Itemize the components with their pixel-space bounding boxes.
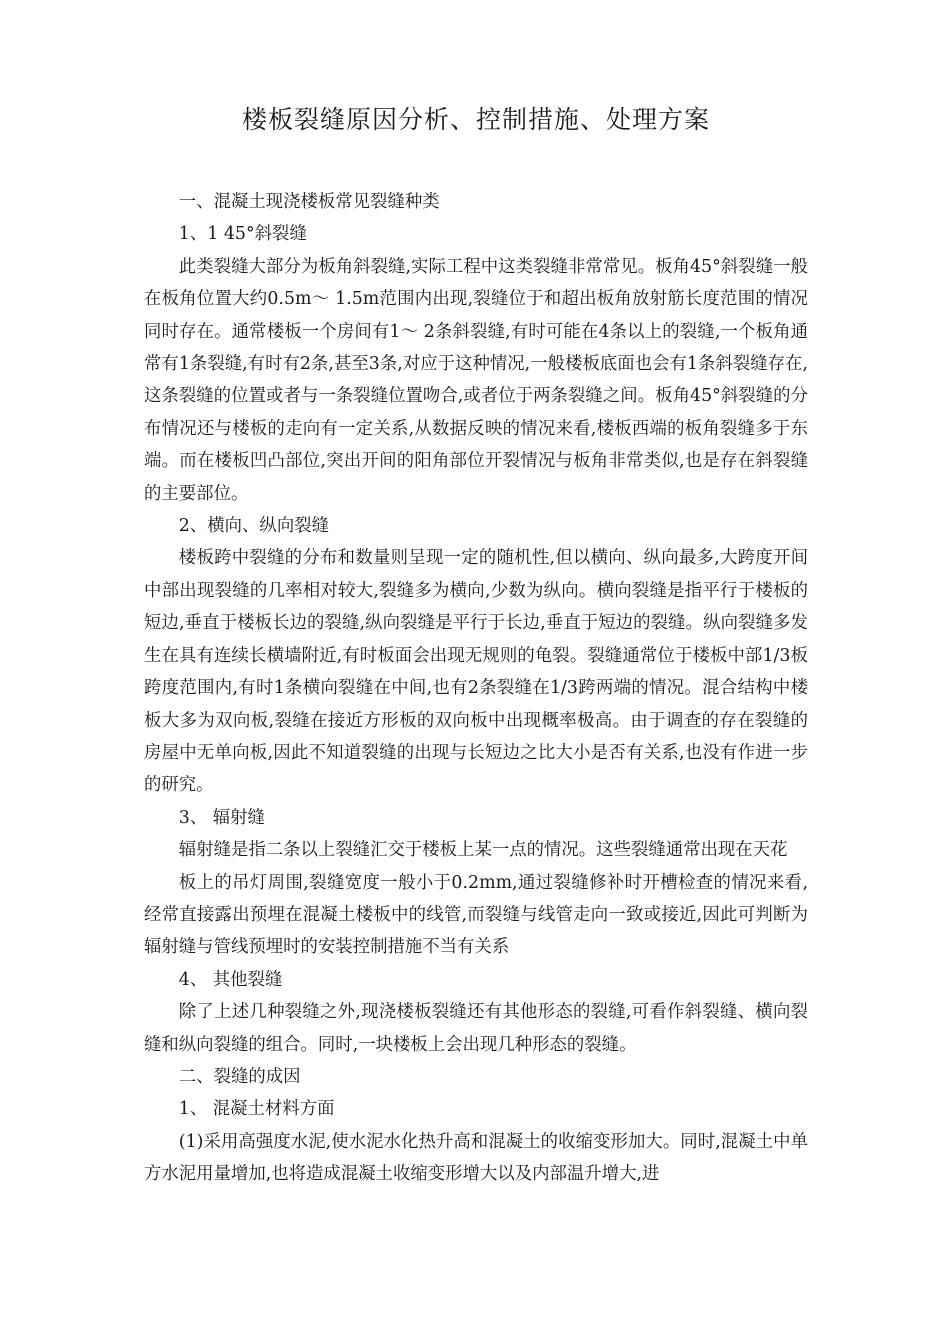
paragraph-other-cracks: 除了上述几种裂缝之外,现浇楼板裂缝还有其他形态的裂缝,可看作斜裂缝、横向裂缝和纵向裂缝的组合。同时,一块楼板上会出现几种形态的裂缝。: [144, 1002, 808, 1055]
paragraph-transverse-longitudinal-cracks: 楼板跨中裂缝的分布和数量则呈现一定的随机性,但以横向、纵向最多,大跨度开间中部出现裂缝的几率相对较大,裂缝多为横向,少数为纵向。横向裂缝是指平行于楼板的短边,垂直于楼板长边的裂缝,纵向裂缝是平行于长边,垂直于短边的裂缝。纵向裂缝多发生在具有连续长横墙附近,有时板面会出现无规则的龟裂。裂缝通常位于楼板中部1/3板跨度范围内,有时1条横向裂缝在中间,也有2条裂缝在1/3跨两端的情况。混合结构中楼板大多为双向板,裂缝在接近方形板的双向板中出现概率极高。由于调查的存在裂缝的房屋中无单向板,因此不知道裂缝的出现与长短边之比大小是否有关系,也没有作进一步的研究。: [144, 548, 808, 796]
document-page: [144, 100, 808, 1191]
document-title: 楼板裂缝原因分析、控制措施、处理方案: [241, 105, 710, 134]
section-heading-1: 一、混凝土现浇楼板常见裂缝种类: [178, 192, 440, 212]
paragraph-diagonal-cracks: 此类裂缝大部分为板角斜裂缝,实际工程中这类裂缝非常常见。板角45°斜裂缝一般在板角位置大约0.5m～ 1.5m范围内出现,裂缝位于和超出板角放射筋长度范围的情况同时存在。通常楼板一个房间有1～ 2条斜裂缝,有时可能在4条以上的裂缝,一个板角通常有1条裂缝,有时有2条,甚至3条,对应于这种情况,一般楼板底面也会有1条斜裂缝存在,这条裂缝的位置或者与一条裂缝位置吻合,或者位于两条裂缝之间。板角45°斜裂缝的分布情况还与楼板的走向有一定关系,从数据反映的情况来看,楼板西端的板角裂缝多于东端。而在楼板凹凸部位,突出开间的阳角部位开裂情况与板角非常类似,也是存在斜裂缝的主要部位。: [144, 256, 808, 504]
section-heading-2: 二、裂缝的成因: [178, 1066, 301, 1087]
paragraph-materials: (1)采用高强度水泥,使水泥水化热升高和混凝土的收缩变形加大。同时,混凝土中单方水泥用量增加,也将造成混凝土收缩变形增大以及内部温升增大,进: [144, 1131, 808, 1185]
subsection-heading-3: 3、 辐射缝: [178, 807, 265, 828]
subsection-heading-4: 4、 其他裂缝: [178, 969, 283, 990]
paragraph-radial-cracks-a: 辐射缝是指二条以上裂缝汇交于楼板上某一点的情况。这些裂缝通常出现在天花: [178, 840, 788, 861]
paragraph-radial-cracks-b: 板上的吊灯周围,裂缝宽度一般小于0.2mm,通过裂缝修补时开槽检查的情况来看,经常直接露出预埋在混凝土楼板中的线管,而裂缝与线管走向一致或接近,因此可判断为辐射缝与管线预埋时的安装控制措施不当有关系: [144, 872, 808, 958]
subsection-heading-materials: 1、 混凝土材料方面: [178, 1099, 335, 1120]
subsection-heading-1-1: 1、1 45°斜裂缝: [178, 224, 307, 245]
subsection-heading-2: 2、横向、纵向裂缝: [178, 516, 329, 537]
